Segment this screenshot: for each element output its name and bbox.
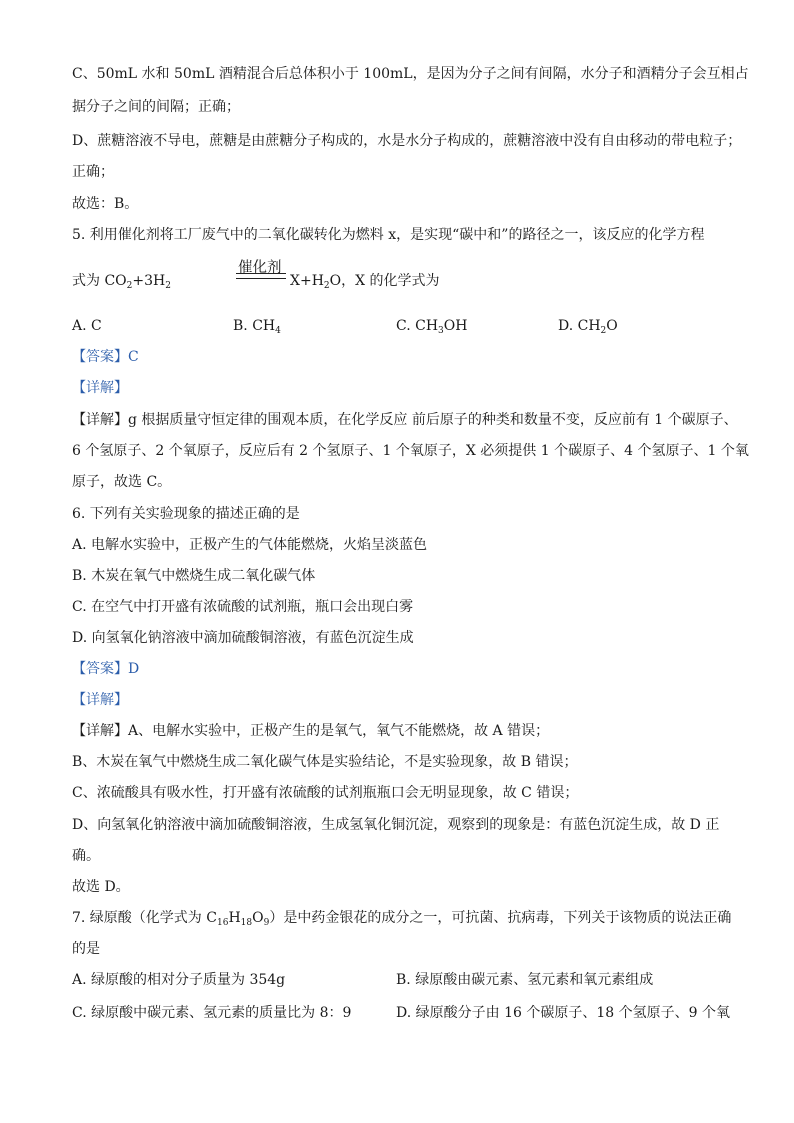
q6-option-b: B. 木炭在氧气中燃烧生成二氧化碳气体 [72, 568, 316, 584]
q5-stem-line1: 5. 利用催化剂将工厂废气中的二氧化碳转化为燃料 x，是实现“碳中和”的路径之一，该反应的化学方程 [72, 227, 705, 243]
q7-stem-line1: 7. 绿原酸（化学式为 $C_{16}H_{18}O_9$）是中药金银花的成分之一，可抗菌、抗病毒，下列关于该物质的说法正确 [72, 910, 732, 928]
q5-option-d: D. $CH_2O$ [558, 318, 618, 336]
eq-o: O，X 的化学式为 [329, 273, 440, 289]
q6-option-c: C. 在空气中打开盛有浓硫酸的试剂瓶，瓶口会出现白雾 [72, 599, 414, 615]
q6-option-d: D. 向氢氧化钠溶液中滴加硫酸铜溶液，有蓝色沉淀生成 [72, 630, 414, 646]
eq-h2o-sub: 2 [323, 281, 330, 291]
q6-answer: 【答案】D [72, 661, 140, 677]
q6-detail-heading: 【详解】 [72, 692, 128, 708]
q7-option-b: B. 绿原酸由碳元素、氢元素和氧元素组成 [396, 972, 654, 988]
q7-option-d: D. 绿原酸分子由 16 个碳原子、18 个氢原子、9 个氧 [396, 1005, 730, 1021]
eq-catalyst: 催化剂 [238, 260, 282, 276]
q6-detail-d1: D、向氢氧化钠溶液中滴加硫酸铜溶液，生成氢氧化铜沉淀，观察到的现象是：有蓝色沉淀生成，故 D 正 [72, 817, 720, 833]
q6-option-a: A. 电解水实验中，正极产生的气体能燃烧，火焰呈淡蓝色 [72, 537, 428, 553]
eq-co2-sub: 2 [126, 281, 133, 291]
q5-detail-line1: 【详解】g 根据质量守恒定律的围观本质，在化学反应 前后原子的种类和数量不变，反应前有 1 个碳原子、 [72, 412, 738, 428]
q5-detail-line3: 原子，故选 C。 [72, 474, 172, 490]
q6-choice: 故选 D。 [72, 879, 130, 895]
q7-stem-line2: 的是 [72, 941, 100, 957]
q5-option-c: C. $CH_3OH$ [396, 318, 468, 336]
q6-detail-d2: 确。 [72, 848, 100, 864]
eq-products: X+H [290, 273, 324, 289]
q5-option-a: A. C [72, 318, 102, 334]
q6-stem: 6. 下列有关实验现象的描述正确的是 [72, 506, 300, 522]
q4-choice: 故选：B。 [72, 196, 139, 212]
q4-option-c-line1: C、50mL 水和 50mL 酒精混合后总体积小于 100mL，是因为分子之间有间隔，水分子和酒精分子会互相占 [72, 66, 749, 82]
q6-detail-a: 【详解】A、电解水实验中，正极产生的是氧气，氧气不能燃烧，故 A 错误； [72, 723, 550, 739]
eq-prefix: 式为 CO [72, 273, 127, 289]
eq-arrow [236, 273, 286, 279]
eq-h2-sub: 2 [165, 281, 171, 291]
q6-detail-b: B、木炭在氧气中燃烧生成二氧化碳气体是实验结论，不是实验现象，故 B 错误； [72, 754, 578, 770]
q5-option-b: B. $CH_4$ [233, 318, 281, 336]
q5-answer: 【答案】C [72, 349, 139, 365]
q5-detail-heading: 【详解】 [72, 380, 128, 396]
eq-h2: +3H [132, 273, 166, 289]
q5-detail-line2: 6 个氢原子、2 个氧原子，反应后有 2 个氢原子、1 个氧原子，X 必须提供 1 个碳原子、4 个氢原子、1 个氧 [72, 443, 749, 459]
q6-detail-c: C、浓硫酸具有吸水性，打开盛有浓硫酸的试剂瓶瓶口会无明显现象，故 C 错误； [72, 785, 579, 801]
q4-option-d-line1: D、蔗糖溶液不导电，蔗糖是由蔗糖分子构成的，水是水分子构成的，蔗糖溶液中没有自由移动的带电粒子； [72, 133, 742, 149]
q4-option-c-line2: 据分子之间的间隔；正确； [72, 99, 240, 115]
q4-option-d-line2: 正确； [72, 164, 114, 180]
q7-option-a: A. 绿原酸的相对分子质量为 354g [72, 972, 286, 988]
q7-option-c: C. 绿原酸中碳元素、氢元素的质量比为 8：9 [72, 1005, 352, 1021]
